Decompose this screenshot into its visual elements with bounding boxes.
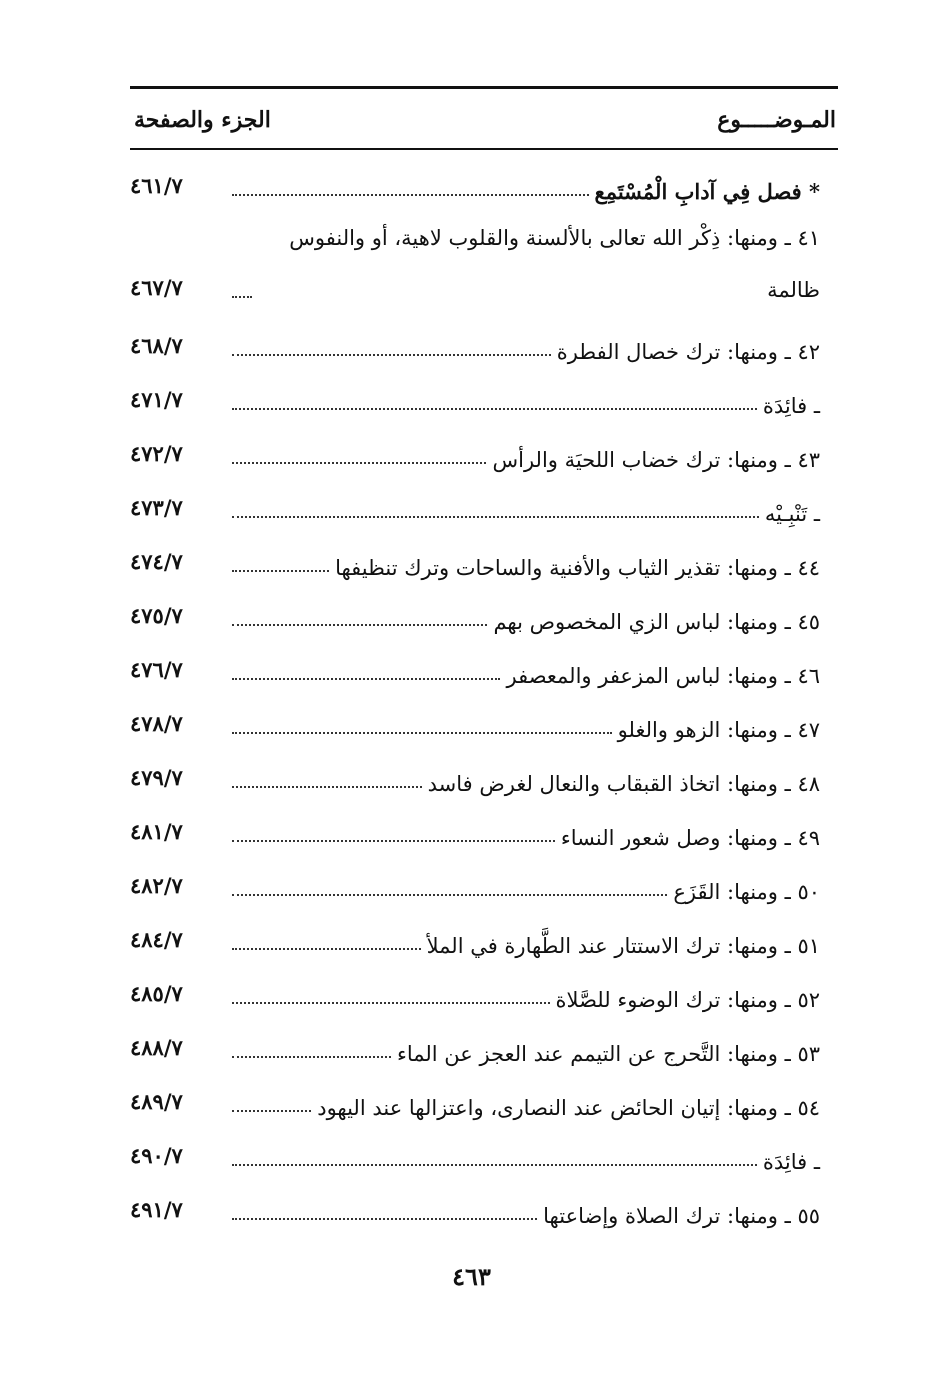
toc-entry [130,748,820,802]
toc-entry-title: ٥٤ ـ ومنها: إتيان الحائض عند النصارى، واعتزالها عند اليهود [317,1096,820,1120]
toc-entry-page: ٤٩٠/٧ [130,1143,183,1168]
toc-entry-title: ٥٣ ـ ومنها: التَّحرج عن التيمم عند العجز عن الماء [396,1042,820,1066]
page-number: ٤٦٣ [452,1262,491,1291]
toc-entry-page: ٤٧٢/٧ [130,441,183,466]
toc-entry [130,964,820,1018]
dot-leader [232,786,422,788]
toc-entry-title: ٤١ ـ ومنها: ذِكْر الله تعالى بالألسنة والقلوب لاهية، أو والنفوس ظالمة [289,226,820,302]
toc-list [130,156,820,1234]
toc-entry-page: ٤٧٣/٧ [130,495,183,520]
toc-entry-page: ٤٦٨/٧ [130,333,183,358]
toc-entry [130,640,820,694]
toc-entry [130,1126,820,1180]
toc-entry-page: ٤٧٤/٧ [130,549,183,574]
dot-leader [232,624,487,626]
dot-leader [232,732,612,734]
dot-leader [232,462,486,464]
toc-entry-page: ٤٨٩/٧ [130,1089,183,1114]
toc-entry [130,532,820,586]
dot-leader [232,516,759,518]
dot-leader [232,840,555,842]
toc-entry-title: ٤٤ ـ ومنها: تقذير الثياب والأفنية والساحات وترك تنظيفها [335,556,820,580]
toc-entry-page: ٤٨٢/٧ [130,873,183,898]
dot-leader [232,948,421,950]
toc-entry-title: ٥٥ ـ ومنها: ترك الصلاة وإضاعتها [543,1204,820,1228]
toc-entry-page: ٤٦٧/٧ [130,275,183,300]
dot-leader [232,1164,757,1166]
toc-entry [130,856,820,910]
toc-entry [130,694,820,748]
dot-leader [232,894,667,896]
dot-leader [232,1110,311,1112]
toc-entry [130,316,820,370]
toc-entry [130,478,820,532]
dot-leader [232,296,252,298]
toc-entry [130,370,820,424]
header-topic-label: المـوضـــــوع [717,107,836,133]
dot-leader [232,354,551,356]
toc-entry-title: ٤٥ ـ ومنها: لباس الزي المخصوص بهم [493,610,820,634]
toc-entry [130,1072,820,1126]
toc-entry [130,802,820,856]
toc-entry-title: ٥١ ـ ومنها: ترك الاستتار عند الطَّهارة في الملأ [426,934,820,958]
toc-entry-title: ـ فائِدَة [762,394,820,418]
dot-leader [232,408,757,410]
dot-leader [232,678,500,680]
toc-entry-page: ٤٧٩/٧ [130,765,183,790]
toc-entry-title: ٥٢ ـ ومنها: ترك الوضوء للصَّلاة [555,988,820,1012]
toc-entry-page: ٤٨٥/٧ [130,981,183,1006]
dot-leader [232,570,329,572]
toc-entry [130,1018,820,1072]
toc-entry [130,424,820,478]
toc-entry-page: ٤٧٥/٧ [130,603,183,628]
toc-entry-page: ٤٧٨/٧ [130,711,183,736]
dot-leader [232,1056,391,1058]
toc-entry-page: ٤٨١/٧ [130,819,183,844]
toc-entry-title: ٤٢ ـ ومنها: ترك خصال الفطرة [556,340,820,364]
toc-entry-title: ٤٨ ـ ومنها: اتخاذ القبقاب والنعال لغرض فاسد [427,772,820,796]
dot-leader [232,1002,550,1004]
header-underline [130,148,838,150]
header-page-label: الجزء والصفحة [134,107,271,133]
toc-entry-title: ٤٣ ـ ومنها: ترك خضاب اللحيَة والرأس [492,448,820,472]
table-header [130,96,838,144]
toc-entry [130,210,820,316]
toc-entry-page: ٤٨٤/٧ [130,927,183,952]
toc-entry-page: ٤٧١/٧ [130,387,183,412]
toc-entry-title: ـ تَنْبِـيْه [764,502,820,526]
toc-entry [130,156,820,210]
toc-entry-title: * فصل فِي آدابِ الْمُسْتَمِع [594,179,820,204]
toc-entry-page: ٤٩١/٧ [130,1197,183,1222]
toc-entry-page: ٤٦١/٧ [130,173,183,198]
toc-entry [130,586,820,640]
toc-entry-title: ٥٠ ـ ومنها: القَزَع [673,880,820,904]
toc-entry [130,1180,820,1234]
toc-entry-page: ٤٨٨/٧ [130,1035,183,1060]
toc-entry-title: ـ فائِدَة [762,1150,820,1174]
dot-leader [232,1218,537,1220]
toc-entry-title: ٤٦ ـ ومنها: لباس المزعفر والمعصفر [506,664,820,688]
toc-entry-page: ٤٧٦/٧ [130,657,183,682]
toc-entry-title: ٤٩ ـ ومنها: وصل شعور النساء [560,826,820,850]
top-rule [130,86,838,89]
dot-leader [232,194,589,196]
toc-entry-title: ٤٧ ـ ومنها: الزهو والغلو [617,718,820,742]
toc-entry [130,910,820,964]
